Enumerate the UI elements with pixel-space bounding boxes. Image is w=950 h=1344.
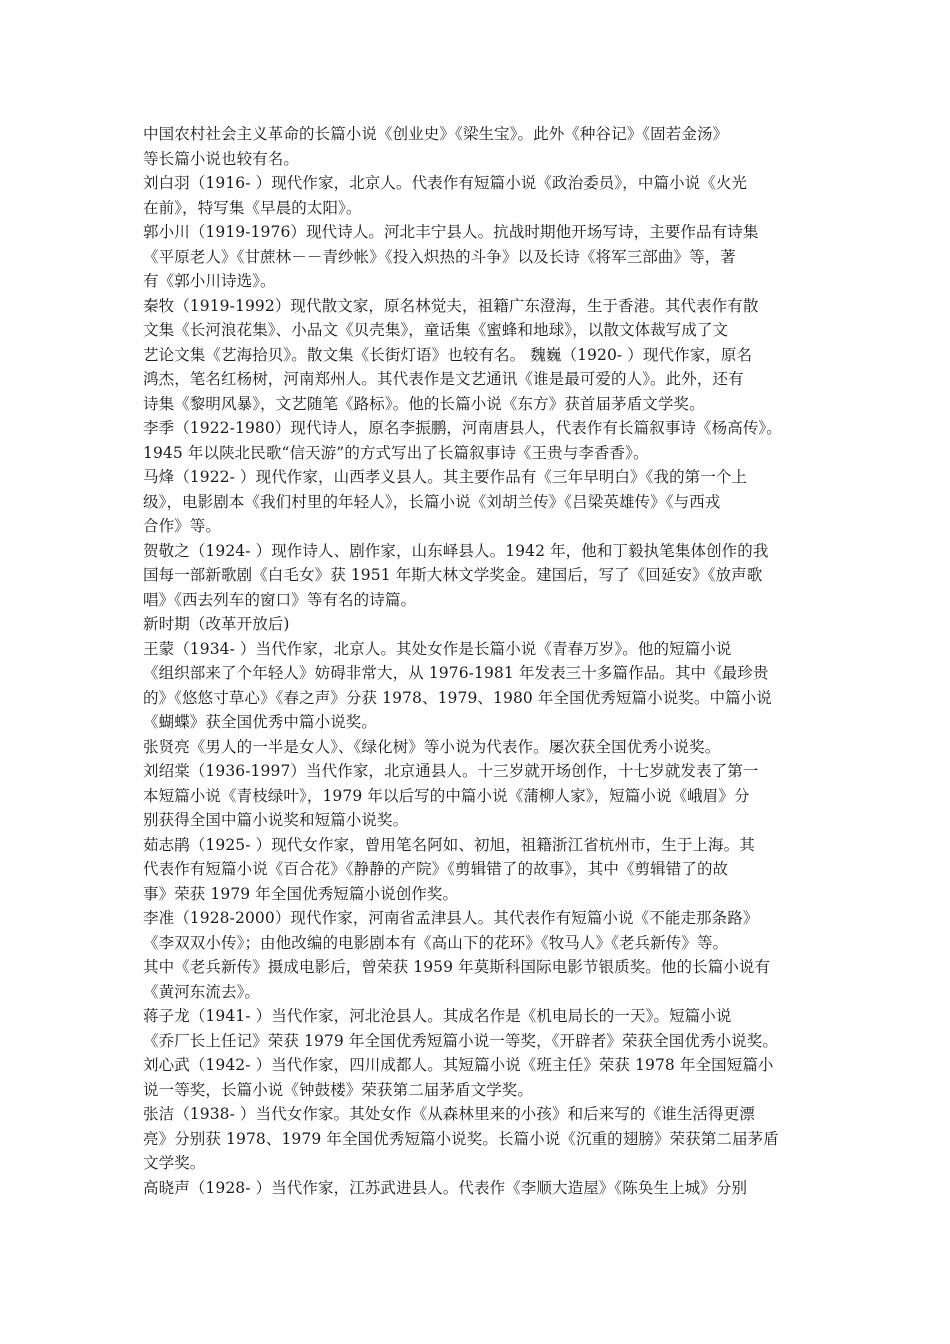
text-line: 代表作有短篇小说《百合花》《静静的产院》《剪辑错了的故事》，其中《剪辑错了的故 xyxy=(143,860,729,878)
text-line: 《蝴蝶》获全国优秀中篇小说奖。 xyxy=(143,713,378,731)
text-line: 本短篇小说《青枝绿叶》，1979 年以后写的中篇小说《蒲柳人家》，短篇小说《峨眉》分 xyxy=(143,786,750,805)
text-line: 茹志鹃（1925- ）现代女作家，曾用笔名阿如、初旭，祖籍浙江省杭州市，生于上海。其 xyxy=(143,835,755,854)
text-line: 的》《悠悠寸草心》《春之声》分获 1978、1979、1980 年全国优秀短篇小说奖。中篇小说 xyxy=(143,688,772,707)
text-line: 说一等奖，长篇小说《钟鼓楼》荣获第二届茅盾文学奖。 xyxy=(143,1080,534,1099)
text-line: 1945 年以陕北民歌“信天游”的方式写出了长篇叙事诗《王贵与李香香》。 xyxy=(143,443,649,462)
text-line: 《黄河东流去》。 xyxy=(143,982,261,1001)
text-line: 刘白羽（1916- ）现代作家，北京人。代表作有短篇小说《政治委员》，中篇小说《火光 xyxy=(143,174,748,192)
text-line: 《平原老人》《甘蔗林－－青纱帐》《投入炽热的斗争》以及长诗《将军三部曲》等，著 xyxy=(143,247,736,266)
text-line: 马烽（1922- ）现代作家，山西孝义县人。其主要作品有《三年早明白》《我的第一个上 xyxy=(143,468,748,486)
text-line: 张洁（1938- ）当代女作家。其处女作《从森林里来的小孩》和后来写的《谁生活得更漂 xyxy=(143,1105,755,1123)
text-line: 诗集《黎明风暴》，文艺随笔《路标》。他的长篇小说《东方》获首届茅盾文学奖。 xyxy=(143,394,705,413)
text-line: 《李双双小传》；由他改编的电影剧本有《高山下的花环》《牧马人》《老兵新传》等。 xyxy=(143,933,729,952)
text-line: 李季（1922-1980）现代诗人，原名李振鹏，河南唐县人，代表作有长篇叙事诗《杨高传》。 xyxy=(143,419,782,437)
text-line: 艺论文集《艺海拾贝》。散文集《长街灯语》也较有名。 魏巍（1920- ）现代作家，原名 xyxy=(143,345,753,364)
text-line: 《组织部来了个年轻人》妨碍非常大，从 1976-1981 年发表三十多篇作品。其中《最珍贵 xyxy=(143,664,769,682)
text-line: 合作》等。 xyxy=(143,517,222,535)
text-line: 亮》分别获 1978、1979 年全国优秀短篇小说奖。长篇小说《沉重的翅膀》荣获第二届茅盾 xyxy=(143,1129,779,1148)
text-line: 级》，电影剧本《我们村里的年轻人》，长篇小说《刘胡兰传》《吕梁英雄传》《与西戎 xyxy=(143,492,721,511)
text-line: 蒋子龙（1941- ）当代作家，河北沧县人。其成名作是《机电局长的一天》。短篇小说 xyxy=(143,1007,732,1025)
text-line: 在前》，特写集《早晨的太阳》。 xyxy=(143,198,362,217)
text-line: 郭小川（1919-1976）现代诗人。河北丰宁县人。抗战时期他开场写诗，主要作品有诗集 xyxy=(143,223,759,241)
text-line: 等长篇小说也较有名。 xyxy=(143,149,300,168)
document-body xyxy=(143,122,823,1200)
text-line: 李准（1928-2000）现代作家，河南省孟津县人。其代表作有短篇小说《不能走那条路》 xyxy=(143,909,759,927)
text-line: 刘心武（1942- ）当代作家，四川成都人。其短篇小说《班主任》荣获 1978 年全国短篇小 xyxy=(143,1056,774,1074)
text-line: 鸿杰，笔名红杨树，河南郑州人。其代表作是文艺通讯《谁是最可爱的人》。此外，还有 xyxy=(143,370,744,388)
text-line: 贺敬之（1924- ）现作诗人、剧作家，山东峄县人。1942 年，他和丁毅执笔集体创作的我 xyxy=(143,541,769,560)
text-line: 唱》《西去列车的窗口》等有名的诗篇。 xyxy=(143,590,417,609)
text-line: 事》荣获 1979 年全国优秀短篇小说创作奖。 xyxy=(143,884,459,903)
text-line: 张贤亮《男人的一半是女人》、《绿化树》等小说为代表作。屡次获全国优秀小说奖。 xyxy=(143,737,721,756)
text-line: 文集《长河浪花集》、小品文《贝壳集》，童话集《蜜蜂和地球》，以散文体裁写成了文 xyxy=(143,321,729,339)
text-line: 别获得全国中篇小说奖和短篇小说奖。 xyxy=(143,811,409,829)
text-line: 文学奖。 xyxy=(143,1154,206,1172)
text-line: 王蒙（1934- ）当代作家，北京人。其处女作是长篇小说《青春万岁》。他的短篇小说 xyxy=(143,639,732,658)
text-line: 高晓声（1928- ）当代作家，江苏武进县人。代表作《李顺大造屋》《陈奂生上城》分别 xyxy=(143,1178,748,1197)
text-line: 秦牧（1919-1992）现代散文家，原名林觉夫，祖籍广东澄海，生于香港。其代表作有散 xyxy=(143,296,759,315)
text-line: 新时期（改革开放后) xyxy=(143,615,290,633)
text-line: 中国农村社会主义革命的长篇小说《创业史》《梁生宝》。此外《种谷记》《固若金汤》 xyxy=(143,125,729,143)
text-line: 《乔厂长上任记》荣获 1979 年全国优秀短篇小说一等奖，《开辟者》荣获全国优秀小说奖。 xyxy=(143,1031,778,1050)
text-line: 有《郭小川诗选》。 xyxy=(143,272,276,290)
text-line: 其中《老兵新传》摄成电影后，曾荣获 1959 年莫斯科国际电影节银质奖。他的长篇小说有 xyxy=(143,958,771,976)
text-line: 国每一部新歌剧《白毛女》获 1951 年斯大林文学奖金。建国后，写了《回延安》《放声歌 xyxy=(143,566,763,584)
text-line: 刘绍棠（1936-1997）当代作家，北京通县人。十三岁就开场创作，十七岁就发表了第一 xyxy=(143,762,759,780)
